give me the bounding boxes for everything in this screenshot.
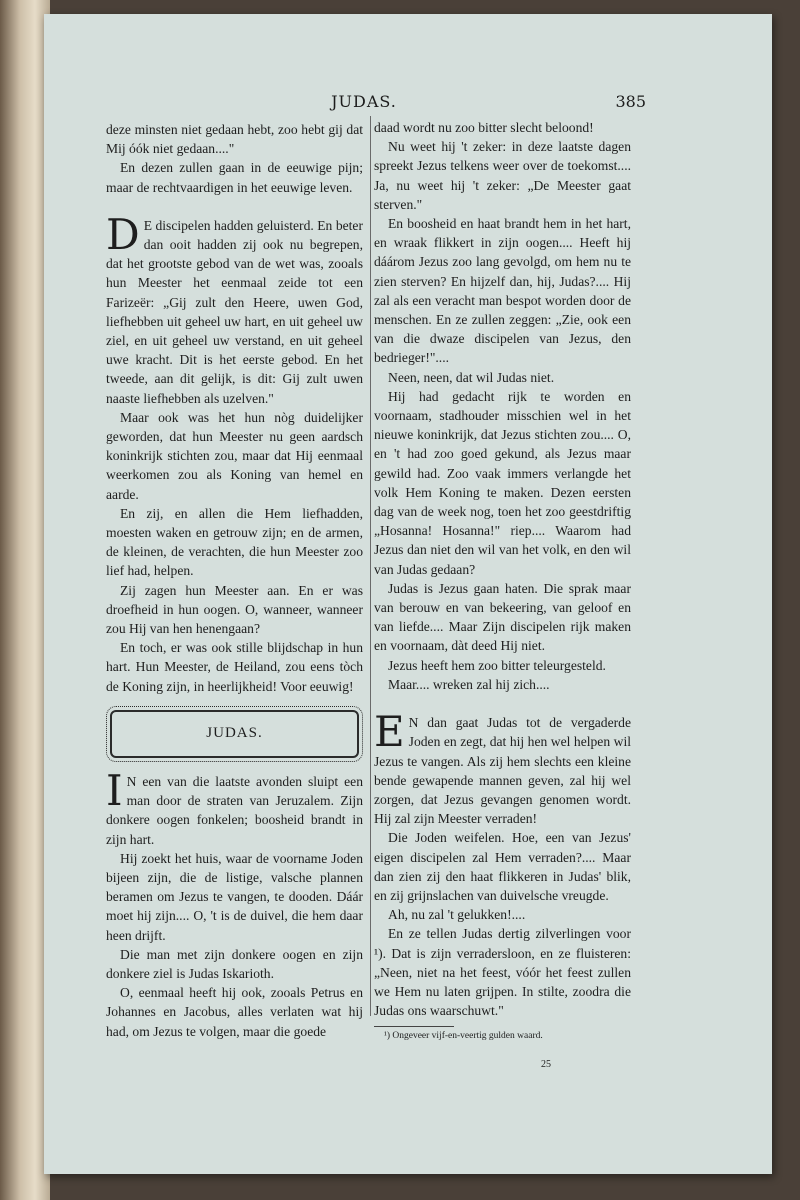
paragraph: deze minsten niet gedaan hebt, zoo hebt gij dat Mij óók niet gedaan...." (106, 122, 363, 157)
paragraph: En zij, en allen die Hem liefhadden, moesten waken en getrouw zijn; en de armen, de kleinen, de verachten, die hun Meester zoo lief had, helpen. (106, 505, 363, 579)
page-header (44, 92, 772, 114)
right-column (374, 118, 631, 1075)
paragraph: Maar ook was het hun nòg duidelijker geworden, dat hun Meester nu geen aardsch koninkrijk stichten zou, maar dat Hij eenmaal weerkomen zou als Koning van hemel en aarde. (106, 409, 363, 502)
paragraph-dropcap (374, 707, 631, 828)
paragraph: Nu weet hij 't zeker: in deze laatste dagen spreekt Jezus telkens weer over de toekomst.... Ja, nu weet hij 't zeker: „De Meester gaat sterven." (374, 139, 631, 212)
footnote-rule (374, 1026, 454, 1027)
paragraph-text: N een van die laatste avonden sluipt een man door de straten van Jeruzalem. Zijn donkere oogen fonkelen; boosheid brandt in zijn hart. (106, 773, 363, 847)
paragraph: Hij zoekt het huis, waar de voorname Joden bijeen zijn, die de listige, valsche plannen beramen om Jezus te vangen, te dooden. Dáár moet hij zijn.... O, 't is de duivel, die hem daar heen drijft. (106, 850, 363, 943)
paragraph: Hij had gedacht rijk te worden en voornaam, stadhouder misschien wel in het nieuwe koninkrijk, dat Jezus stichten zou.... O, en 't had zoo goed gekund, als Jezus maar gewild had. Zoo vaak immers verlangde het volk Hem Koning te maken. Dezen eersten dag van de week nog, toen het zoo geestdriftig „Hosanna! Hosanna!" riep.... Waarom had Jezus dan niet den wil van het volk, en den wil van Judas gedaan? (374, 388, 631, 577)
paragraph: En dezen zullen gaan in de eeuwige pijn; maar de rechtvaardigen in het eeuwige leven. (106, 160, 363, 195)
running-head: JUDAS. (331, 92, 397, 111)
drop-cap: E (374, 707, 405, 757)
paragraph: Die man met zijn donkere oogen en zijn donkere ziel is Judas Iskarioth. (106, 946, 363, 981)
paragraph: Maar.... wreken zal hij zich.... (388, 676, 550, 692)
paragraph: Ah, nu zal 't gelukken!.... (388, 907, 526, 923)
column-divider (370, 116, 371, 1016)
paragraph: Zij zagen hun Meester aan. En er was droefheid in hun oogen. O, wanneer, wanneer zou Hij van hen henengaan? (106, 582, 363, 637)
paragraph: Die Joden weifelen. Hoe, een van Jezus' eigen discipelen zal Hem verraden?.... Maar dan zien zij den haat flikkeren in Judas' blik, en zij grijnslachen van duivelsche vreugde. (374, 830, 631, 903)
left-column (106, 120, 363, 1041)
paragraph-text: E discipelen hadden geluisterd. En beter dan ooit hadden zij ook nu begrepen, dat het grootste gebod van de wet was, zooals hun Meester het eenmaal zeide tot een Farizeër: „Gij zult den Heere, uwen God, liefhebben uit geheel uw hart, en uit geheel uw ziel, en uit geheel uw verstand, en uit geheel uwe kracht. Dit is het eerste gebod. En het tweede, aan dit gelijk, is dit: Gij zult uwen naaste liefhebben als uzelven." (106, 217, 363, 406)
book-binding (0, 0, 50, 1200)
section-title: JUDAS. (206, 725, 263, 742)
paragraph: En ze tellen Judas dertig zilverlingen voor ¹). Dat is zijn verradersloon, en ze fluisteren: „Neen, niet na het feest, vóór het feest zullen we Hem nu laten grijpen. In stilte, zoodra die Judas ons waarschuwt." (374, 926, 631, 1019)
printer-signature: 25 (541, 1059, 551, 1071)
paragraph: Neen, neen, dat wil Judas niet. (388, 369, 555, 385)
footnote: ¹) Ongeveer vijf-en-veertig gulden waard. (384, 1031, 543, 1042)
paragraph-text: N dan gaat Judas tot de vergaderde Joden en zegt, dat hij hen wel helpen wil Jezus te vangen. Als zij hem slechts een kleine bende gewapende mannen geven, zal hij wel zorgen, dat Jezus gevangen genomen wordt. Hij zal zijn Meester verraden! (374, 715, 631, 827)
paragraph: Judas is Jezus gaan haten. Die sprak maar van berouw en van bekeering, van geloof en van liefde.... Maar Zijn discipelen rijk maken en voornaam, dàt deed Hij niet. (374, 580, 631, 654)
book-page (44, 14, 772, 1174)
paragraph: O, eenmaal heeft hij ook, zooals Petrus en Johannes en Jacobus, alles verlaten wat hij had, om Jezus te volgen, maar die goede (106, 985, 363, 1039)
section-title-frame (110, 710, 359, 758)
paragraph: En boosheid en haat brandt hem in het hart, en wraak flikkert in zijn oogen.... Heeft hij dáárom Jezus zoo lang gevolgd, om hem nu te zien sterven? En hijzelf dan, hij, Judas?.... Hij zal als een veracht man bespot worden door de menschen. En ze zullen zeggen: „Zie, ook een van die dwaze discipelen van Jezus, den bedrieger!".... (374, 216, 631, 366)
paragraph-dropcap (106, 209, 363, 408)
drop-cap: D (106, 209, 140, 259)
paragraph-dropcap (106, 765, 363, 849)
paragraph: En toch, er was ook stille blijdschap in hun hart. Hun Meester, de Heiland, zou eens tòch de Koning zijn, in heerlijkheid! Voor eeuwig! (106, 640, 363, 694)
page-number: 385 (615, 92, 646, 111)
paragraph: daad wordt nu zoo bitter slecht beloond! (374, 120, 594, 135)
paragraph: Jezus heeft hem zoo bitter teleurgesteld. (388, 657, 606, 673)
drop-cap: I (106, 765, 123, 815)
